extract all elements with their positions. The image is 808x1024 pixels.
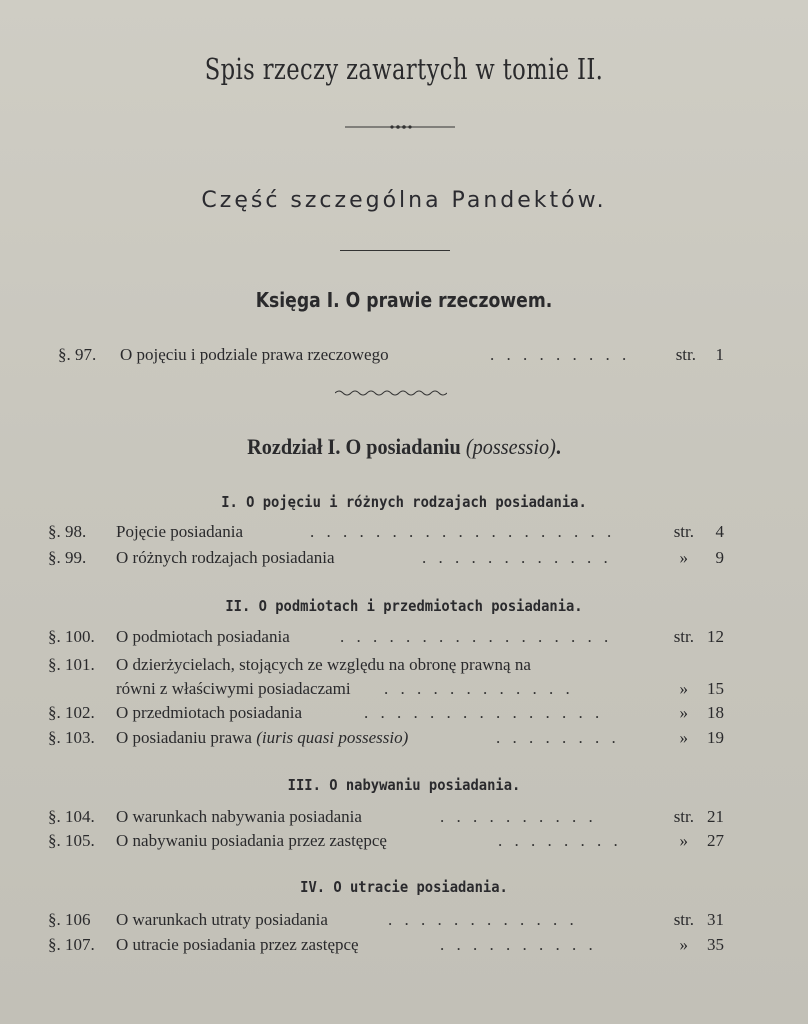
entry-number: §. 105. <box>48 831 95 850</box>
toc-entry-98 <box>48 521 724 543</box>
ornament-divider <box>345 124 455 130</box>
page-number: 12 <box>707 627 724 646</box>
page-label: » <box>679 831 688 850</box>
page-label: » <box>679 728 688 747</box>
entry-text: O pojęciu i podziale prawa rzeczowego <box>120 345 389 364</box>
leader-dots: . . . . . . . . <box>496 728 620 747</box>
entry-number: §. 98. <box>48 522 87 541</box>
leader-dots: . . . . . . . . . . <box>440 807 597 826</box>
leader-dots: . . . . . . . . . . . . <box>388 910 578 929</box>
entry-number: §. 102. <box>48 703 95 722</box>
leader-dots: . . . . . . . . . . . . . . . . . . . <box>310 522 616 541</box>
page-number: 18 <box>707 703 724 722</box>
entry-text: Pojęcie posiadania <box>116 522 243 541</box>
page-number: 9 <box>715 548 724 567</box>
leader-dots: . . . . . . . . . . . . <box>422 548 612 567</box>
page-label: » <box>679 935 688 954</box>
entry-text: O warunkach nabywania posiadania <box>116 807 362 826</box>
toc-entry-106 <box>48 909 724 931</box>
entry-text: O podmiotach posiadania <box>116 627 290 646</box>
entry-number: §. 99. <box>48 548 87 567</box>
toc-entry-105 <box>48 830 724 852</box>
page-number: 4 <box>715 522 724 541</box>
page-label: str. <box>673 522 694 541</box>
page-number: 27 <box>707 831 724 850</box>
entry-number: §. 101. <box>48 655 95 674</box>
page-label: str. <box>675 345 696 364</box>
section-heading-2: II. O podmiotach i przedmiotach posiadania. <box>225 597 583 615</box>
section-heading-4: IV. O utracie posiadania. <box>300 878 508 896</box>
chapter-title <box>32 434 775 460</box>
page-number: 21 <box>707 807 724 826</box>
leader-dots: . . . . . . . . . <box>490 345 631 364</box>
entry-number: §. 104. <box>48 807 95 826</box>
entry-number: §. 103. <box>48 728 95 747</box>
toc-entry-103 <box>48 727 724 749</box>
leader-dots: . . . . . . . . . . . . <box>384 679 574 698</box>
leader-dots: . . . . . . . . . . . . . . . . . <box>340 627 613 646</box>
toc-entry-104 <box>48 806 724 828</box>
page-label: » <box>679 548 688 567</box>
page-number: 31 <box>707 910 724 929</box>
toc-entry-101 <box>48 654 724 676</box>
page-number: 1 <box>715 345 724 364</box>
rule-divider <box>340 250 450 251</box>
entry-text <box>116 727 408 749</box>
entry-text-main: O posiadaniu prawa <box>116 728 252 747</box>
section-heading-1: I. O pojęciu i różnych rodzajach posiadania. <box>221 493 587 511</box>
entry-text: O utracie posiadania przez zastępcę <box>116 935 359 954</box>
chapter-latin: (possessio) <box>465 434 556 459</box>
toc-entry-100 <box>48 626 724 648</box>
entry-text: O dzierżycielach, stojących ze względu na obronę prawną na <box>116 655 531 674</box>
leader-dots: . . . . . . . . <box>498 831 622 850</box>
leader-dots: . . . . . . . . . . <box>440 935 597 954</box>
page-number: 35 <box>707 935 724 954</box>
page-label: » <box>679 679 688 698</box>
entry-number: §. 107. <box>48 935 95 954</box>
page-number: 15 <box>707 679 724 698</box>
page-label: str. <box>673 807 694 826</box>
page-label: » <box>679 703 688 722</box>
entry-number: §. 100. <box>48 627 95 646</box>
page-label: str. <box>673 627 694 646</box>
entry-number: §. 106 <box>48 910 91 929</box>
entry-text: O warunkach utraty posiadania <box>116 910 328 929</box>
page-number: 19 <box>707 728 724 747</box>
chapter-end: . <box>555 434 561 459</box>
toc-entry-99 <box>48 547 724 569</box>
section-heading-3: III. O nabywaniu posiadania. <box>287 776 521 794</box>
toc-entry-101-cont <box>48 678 724 700</box>
entry-latin: (iuris quasi possessio) <box>256 728 409 747</box>
wavy-divider <box>335 388 447 398</box>
toc-entry-107 <box>48 934 724 956</box>
entry-text: O przedmiotach posiadania <box>116 703 302 722</box>
leader-dots: . . . . . . . . . . . . . . . <box>364 703 604 722</box>
chapter-title-text: Rozdział I. O posiadaniu <box>247 434 461 459</box>
entry-text: O nabywaniu posiadania przez zastępcę <box>116 831 387 850</box>
part-title: Część szczególna Pandektów. <box>201 188 607 213</box>
toc-entry-97 <box>58 344 724 366</box>
book-title: Księga I. O prawie rzeczowem. <box>255 288 553 312</box>
entry-text: O różnych rodzajach posiadania <box>116 548 335 567</box>
page-label: str. <box>673 910 694 929</box>
entry-number: §. 97. <box>58 345 97 364</box>
toc-entry-102 <box>48 702 724 724</box>
entry-text-continued: równi z właściwymi posiadaczami <box>116 679 351 698</box>
page-title: Spis rzeczy zawartych w tomie II. <box>204 52 604 86</box>
